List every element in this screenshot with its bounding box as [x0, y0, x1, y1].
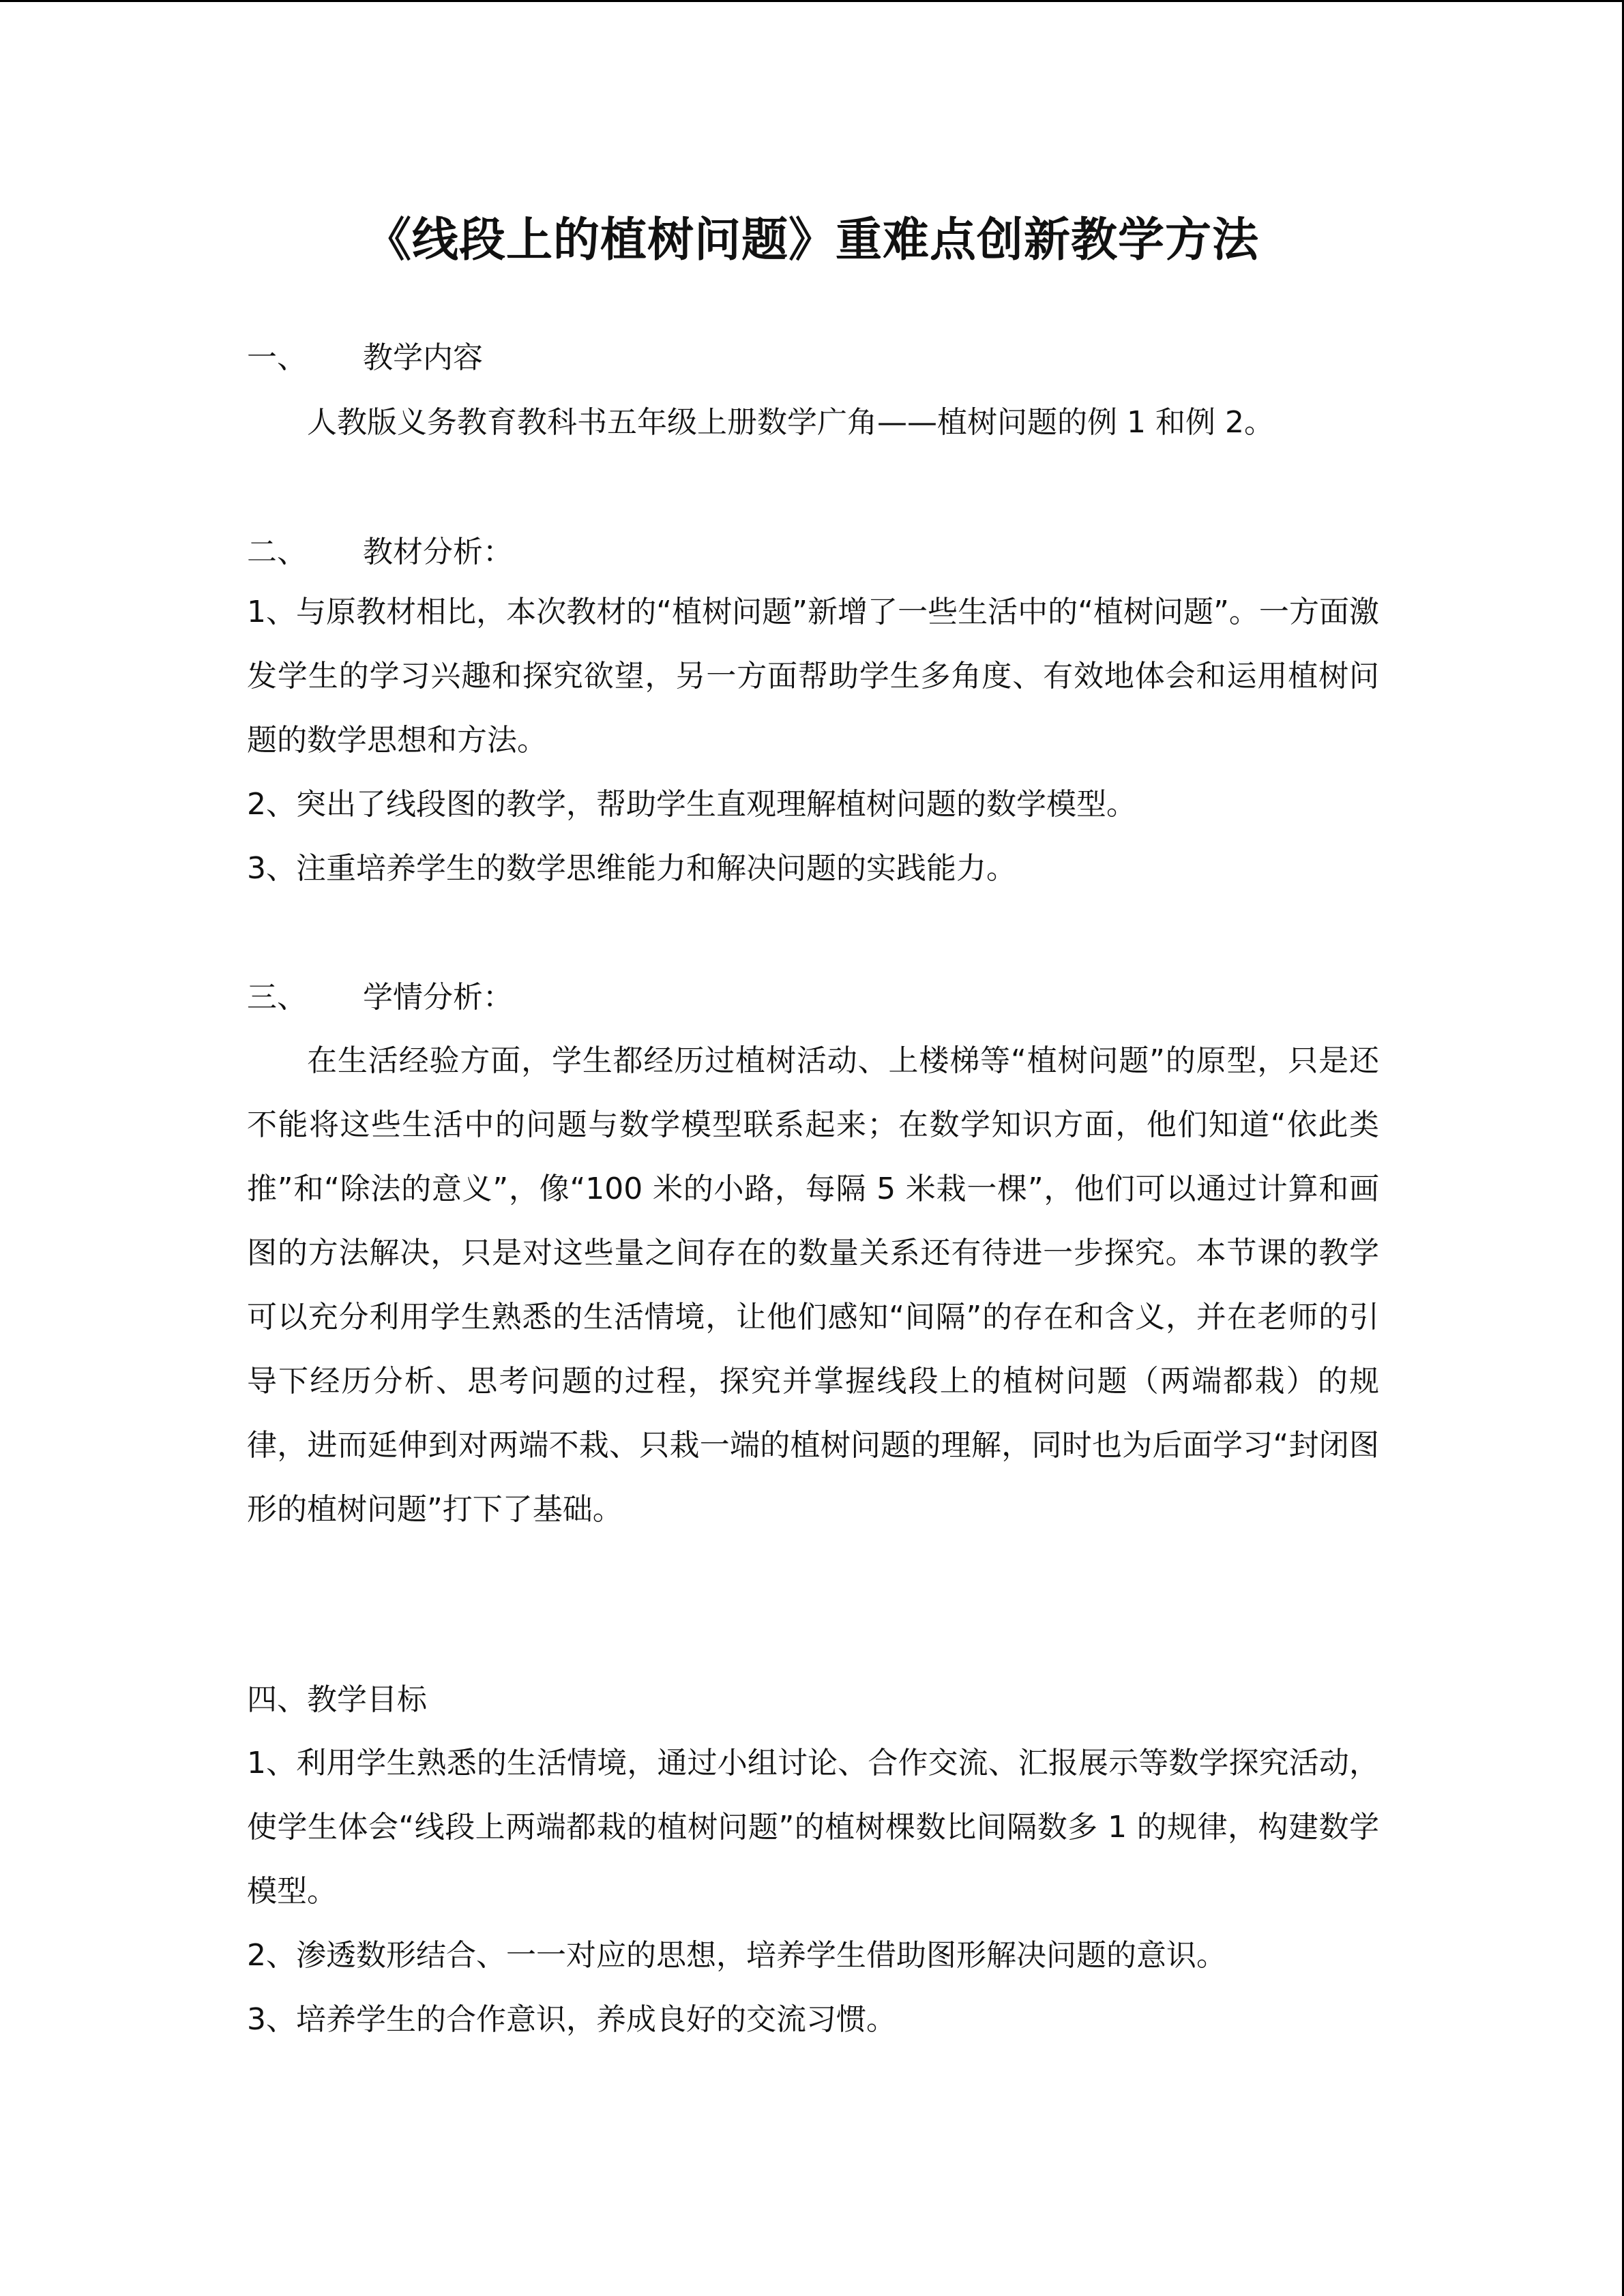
section-1-number: 一、: [247, 340, 307, 375]
section-2-number: 二、: [247, 535, 307, 569]
section-3-body: 在生活经验方面，学生都经历过植树活动、上楼梯等“植树问题”的原型，只是还不能将这些生活中的问题与数学模型联系起来；在数学知识方面，他们知道“依此类推”和“除法的意义”，像“100 米的小路，每隔 5 米栽一棵”，他们可以通过计算和画图的方法解决，只是对这些量之间存在的数量关系还有待进一步探究。本节课的教学可以充分利用学生熟悉的生活情境，让他们感知“间隔”的存在和含义，并在老师的引导下经历分析、思考问题的过程，探究并掌握线段上的植树问题（两端都栽）的规律，进而延伸到对两端不栽、只栽一端的植树问题的理解，同时也为后面学习“封闭图形的植树问题”打下了基础。: [247, 1043, 1379, 1527]
section-1-body: 人教版义务教育教科书五年级上册数学广角——植树问题的例 1 和例 2。: [307, 405, 1274, 440]
section-2-heading: [247, 531, 513, 574]
section-4-item-2: 2、渗透数形结合、一一对应的思想，培养学生借助图形解决问题的意识。: [247, 1938, 1226, 1973]
section-2-item-2: 2、突出了线段图的教学，帮助学生直观理解植树问题的数学模型。: [247, 787, 1136, 822]
section-4-heading: 四、教学目标: [247, 1682, 427, 1717]
page-title: 《线段上的植树问题》重难点创新教学方法: [364, 213, 1259, 267]
section-4-item-3: 3、培养学生的合作意识，养成良好的交流习惯。: [247, 2002, 896, 2037]
section-4-item-1: 1、利用学生熟悉的生活情境，通过小组讨论、合作交流、汇报展示等数学探究活动，使学生体会“线段上两端都栽的植树问题”的植树棵数比间隔数多 1 的规律，构建数学模型。: [247, 1746, 1379, 1909]
section-2-item-3: 3、注重培养学生的数学思维能力和解决问题的实践能力。: [247, 851, 1016, 886]
section-2-item-1: 1、与原教材相比，本次教材的“植树问题”新增了一些生活中的“植树问题”。一方面激发学生的学习兴趣和探究欲望，另一方面帮助学生多角度、有效地体会和运用植树问题的数学思想和方法。: [247, 595, 1379, 758]
section-3-number: 三、: [247, 980, 307, 1015]
section-1-title: 教学内容: [363, 340, 483, 375]
section-3-title: 学情分析：: [363, 980, 513, 1015]
section-2-title: 教材分析：: [363, 535, 513, 569]
section-3-heading: [247, 976, 513, 1019]
section-1-heading: [247, 336, 483, 380]
